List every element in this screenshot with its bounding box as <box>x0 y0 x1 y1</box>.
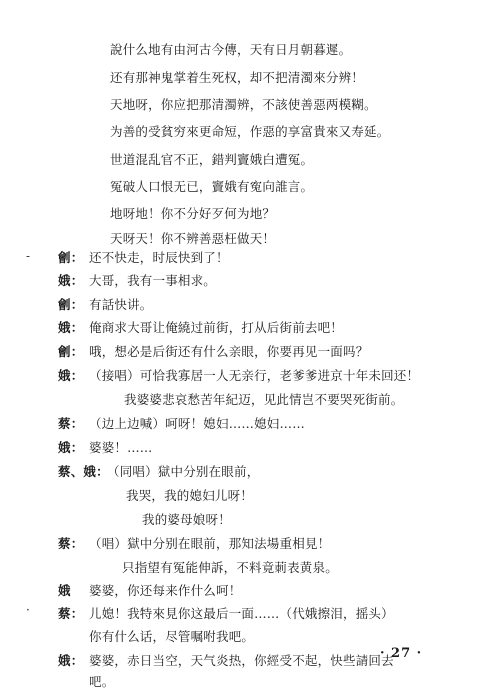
speaker-label: 劊： <box>58 250 84 265</box>
speaker-label: 蔡： <box>58 416 84 431</box>
dialogue-line <box>0 271 498 291</box>
dialogue-text: （接唱）可恰我寡居一人无亲行，老爹爹进京十年未回还！ <box>89 368 420 383</box>
dialogue-line <box>0 295 498 315</box>
speaker-label: 娥： <box>58 440 84 455</box>
verse-line: 为善的受貧穷來更命短，作惡的享富貴來又寿延。 <box>110 124 390 139</box>
page-number: · 27 · <box>380 646 423 661</box>
verse-line: 我婆婆悲哀愁苦年紀迈，见此情岂不要哭死街前。 <box>124 392 404 407</box>
verse-line: 只指望有冤能伸訴，不料竟莿表黄泉。 <box>122 560 338 575</box>
verse-line: 吧。 <box>89 674 115 689</box>
verse-line: 天呀天！你不辨善惡枉做天！ <box>110 231 276 246</box>
dialogue-text: 大哥，我有一事相求。 <box>89 273 217 288</box>
dialogue-line <box>0 366 498 386</box>
dialogue-line <box>0 414 498 434</box>
speaker-label: 劊： <box>58 297 84 312</box>
dialogue-line <box>0 342 498 362</box>
verse-line: 冤破人口恨无已，竇娥有寃向誰言。 <box>110 179 314 194</box>
speaker-label: 劊： <box>58 344 84 359</box>
dialogue-line <box>0 318 498 338</box>
dialogue-line <box>0 581 498 601</box>
dialogue-text: 婆婆！…… <box>89 440 153 455</box>
speaker-label: 蔡： <box>58 536 84 551</box>
dialogue-line <box>0 604 498 624</box>
dialogue-line <box>0 534 498 554</box>
margin-mark: · <box>26 603 30 617</box>
dialogue-line <box>0 651 498 671</box>
dialogue-text: 哦，想必是后街还有什么亲眼，你要再见一面吗？ <box>89 344 369 359</box>
dialogue-text: 有話快讲。 <box>89 297 153 312</box>
dialogue-line <box>0 438 498 458</box>
dialogue-text: （同唱）獄中分别在眼前， <box>107 464 260 479</box>
speaker-label: 娥： <box>58 273 84 288</box>
speaker-label: 娥： <box>58 368 84 383</box>
dialogue-text: （边上边喊）呵呀！媳妇……媳妇…… <box>89 416 305 431</box>
speaker-label: 蔡、娥： <box>58 464 109 479</box>
verse-line: 你有什么话，尽管嘱咐我吧。 <box>89 629 255 644</box>
dialogue-text: 婆婆，赤日当空，天气炎热，你經受不起，快些請回去 <box>89 653 394 668</box>
verse-line: 地呀地！你不分好歹何为地？ <box>110 206 276 221</box>
dialogue-line <box>0 462 498 482</box>
verse-line: 我的婆母娘呀！ <box>142 512 231 527</box>
dialogue-text: 儿媳！我特來見你这最后一面……（代娥擦泪，摇头） <box>89 606 394 621</box>
dialogue-text: （唱）獄中分别在眼前，那知法場重相見！ <box>89 536 331 551</box>
dialogue-text: 俺商求大哥让俺繞过前街，打从后街前去吧！ <box>89 320 344 335</box>
dialogue-line <box>0 248 498 268</box>
speaker-label: 蔡： <box>58 606 84 621</box>
speaker-label: 娥： <box>58 653 84 668</box>
margin-mark: - <box>26 249 31 263</box>
verse-line: 說什么地有由河古今傳，天有日月朝暮遲。 <box>110 42 352 57</box>
verse-line: 天地呀，你应把那清濁辨，不該使善惡两模糊。 <box>110 97 377 112</box>
verse-line: 还有那神鬼掌着生死权，却不把清濁來分辨！ <box>110 70 365 85</box>
dialogue-text: 还不快走，时辰快到了！ <box>89 250 229 265</box>
speaker-label: 娥： <box>58 320 84 335</box>
verse-line: 我哭，我的媳妇儿呀！ <box>126 488 254 503</box>
speaker-label: 娥 <box>58 583 71 598</box>
verse-line: 世道混乱官不正，錯判竇娥白遭冤。 <box>110 152 314 167</box>
dialogue-text: 婆婆，你还每来作什么呵！ <box>89 583 242 598</box>
